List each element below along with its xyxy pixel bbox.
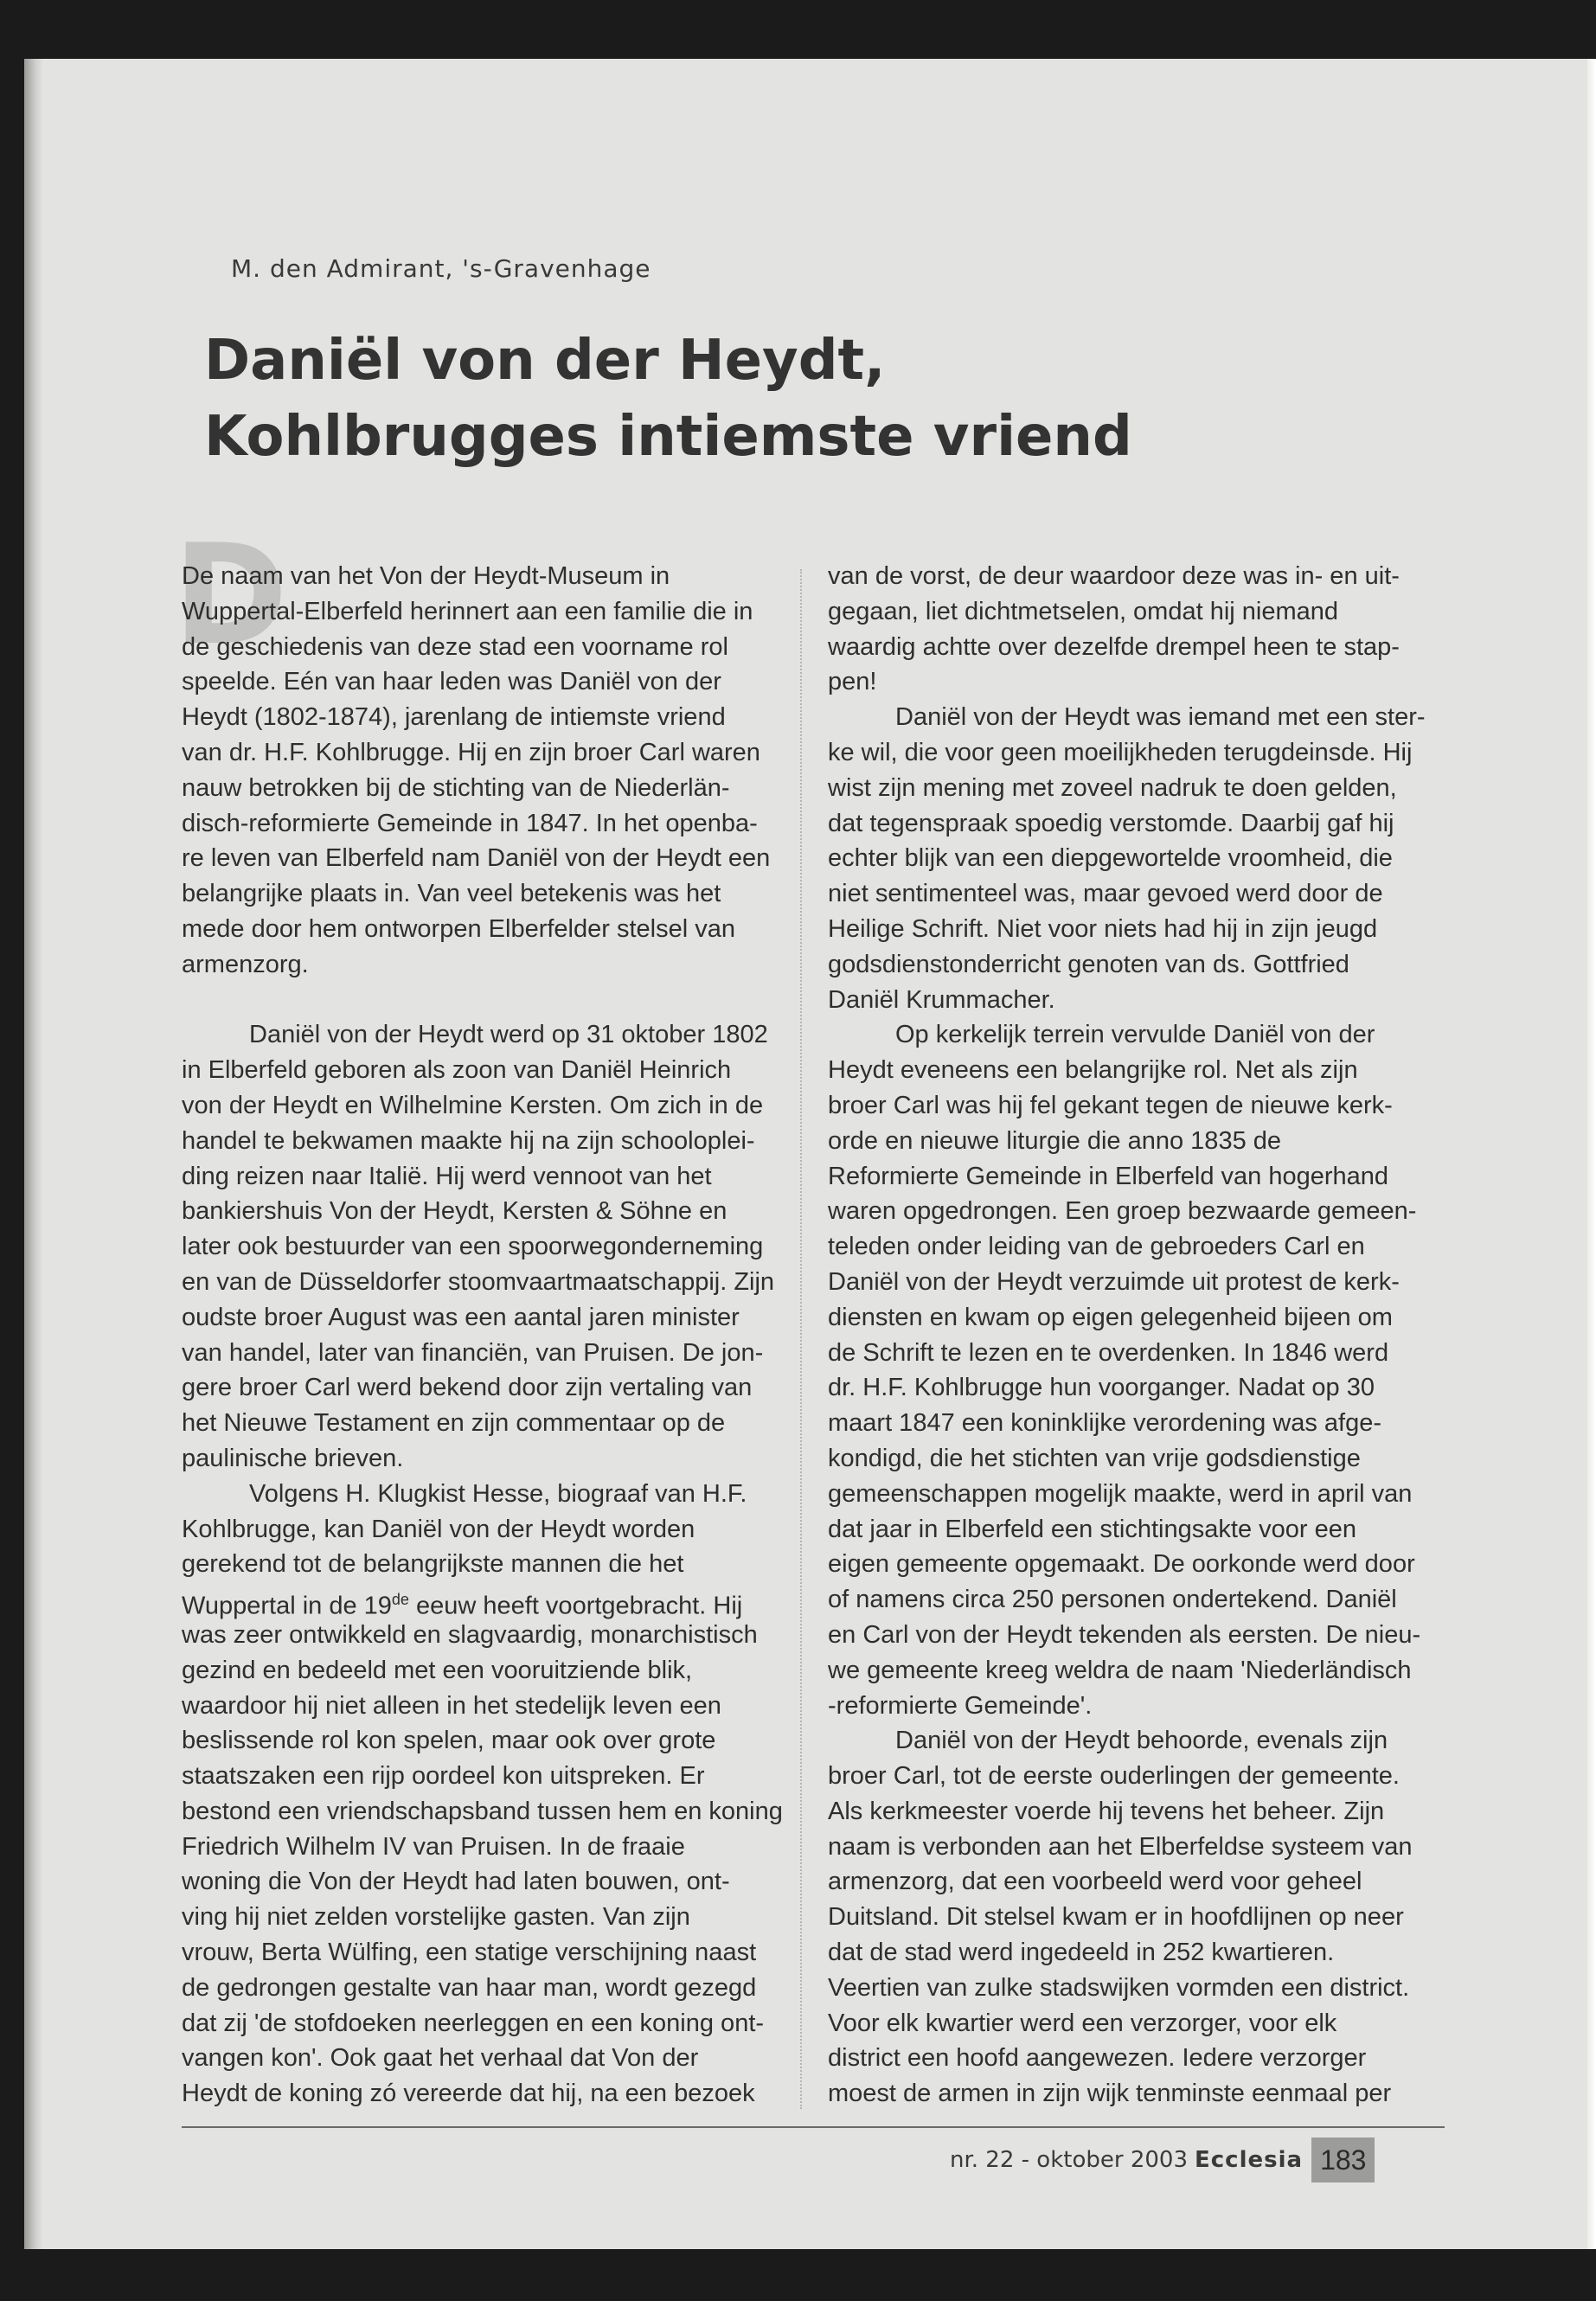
text-line: armenzorg, dat een voorbeeld werd voor geheel [828,1868,1362,1896]
text-line: de gedrongen gestalte van haar man, wordt gezegd [182,1973,757,2002]
issue-info: nr. 22 - oktober 2003 [950,2147,1188,2173]
article-title-line-2: Kohlbrugges intiemste vriend [204,405,1132,469]
text-line: Volgens H. Klugkist Hesse, biograaf van H.F. [249,1479,747,1508]
text-line: speelde. Eén van haar leden was Daniël von der [182,668,721,696]
text-line: Als kerkmeester voerde hij tevens het beheer. Zijn [828,1797,1385,1825]
text-line: moest de armen in zijn wijk tenminste eenmaal per [828,2080,1392,2108]
text-line: belangrijke plaats in. Van veel betekenis was het [182,880,721,908]
text-line: oudste broer August was een aantal jaren minister [182,1303,740,1331]
text-line: dat tegenspraak spoedig verstomde. Daarbij gaf hij [828,809,1394,837]
column-divider [800,569,802,2109]
footer-rule [182,2126,1445,2128]
text-line: Veertien van zulke stadswijken vormden een district. [828,1973,1410,2002]
text-line [182,983,779,1018]
text-line: von der Heydt en Wilhelmine Kersten. Om zich in de [182,1091,764,1119]
text-line: Wuppertal in de 19de eeuw heeft voortgebracht. Hij [182,1591,743,1620]
text-line: Daniël von der Heydt behoorde, evenals zijn [895,1727,1388,1755]
text-line: bestond een vriendschapsband tussen hem en koning [182,1797,783,1825]
text-line: Heilige Schrift. Niet voor niets had hij in zijn jeugd [828,914,1378,943]
text-line: godsdienstonderricht genoten van ds. Gottfried [828,950,1349,978]
text-line: van dr. H.F. Kohlbrugge. Hij en zijn broer Carl waren [182,738,760,766]
text-line: en van de Düsseldorfer stoomvaartmaatschappij. Zijn [182,1267,775,1296]
text-line: Heydt (1802-1874), jarenlang de intiemste vriend [182,703,726,732]
text-line: broer Carl, tot de eerste ouderlingen der gemeente. [828,1762,1400,1791]
text-line: handel te bekwamen maakte hij na zijn schooloplei- [182,1126,755,1155]
text-line: pen! [828,668,877,696]
text-line: armenzorg. [182,950,309,978]
text-line: diensten en kwam op eigen gelegenheid bijeen om [828,1303,1393,1331]
text-line: de geschiedenis van deze stad een voorname rol [182,632,728,661]
text-line: Voor elk kwartier werd een verzorger, voor elk [828,2009,1337,2037]
text-line: Daniël von der Heydt werd op 31 oktober 1802 [249,1021,768,1049]
text-line: nauw betrokken bij de stichting van de Niederlän- [182,773,730,802]
text-line: gemeenschappen mogelijk maakte, werd in april van [828,1479,1413,1508]
page-spine-shadow [24,59,43,2249]
text-line: gezind en bedeeld met een vooruitziende blik, [182,1656,693,1684]
article-title-line-1: Daniël von der Heydt, [204,329,886,393]
text-line: -reformierte Gemeinde'. [828,1691,1093,1720]
text-line: was zeer ontwikkeld en slagvaardig, monarchistisch [182,1620,758,1649]
article-title [204,323,1132,475]
text-line: Duitsland. Dit stelsel kwam er in hoofdlijnen op neer [828,1903,1404,1932]
text-line: teleden onder leiding van de gebroeders Carl en [828,1233,1365,1261]
magazine-name: Ecclesia [1195,2147,1304,2173]
text-line: eigen gemeente opgemaakt. De oorkonde werd door [828,1550,1415,1579]
page-footer [950,2138,1375,2182]
right-text-column [828,559,1433,2112]
text-line: maart 1847 een koninklijke verordening was afge- [828,1409,1381,1438]
text-line: ving hij niet zelden vorstelijke gasten. Van zijn [182,1903,690,1932]
text-line: vrouw, Berta Wülfing, een statige verschijning naast [182,1939,757,1967]
text-line: bankiershuis Von der Heydt, Kersten & Söhne en [182,1197,727,1226]
text-line: Daniël von der Heydt verzuimde uit protest de kerk- [828,1267,1400,1296]
text-line: van de vorst, de deur waardoor deze was in- en uit- [828,562,1400,590]
text-line: we gemeente kreeg weldra de naam 'Niederländisch [828,1656,1412,1684]
text-line: dat jaar in Elberfeld een stichtingsakte voor een [828,1515,1356,1543]
text-line: disch-reformierte Gemeinde in 1847. In het openba- [182,809,758,837]
text-line: dat de stad werd ingedeeld in 252 kwartieren. [828,1939,1335,1967]
text-line: echter blijk van een diepgewortelde vroomheid, die [828,844,1393,873]
text-line: woning die Von der Heydt had laten bouwen, ont- [182,1868,730,1896]
text-line: dat zij 'de stofdoeken neerleggen en een koning ont- [182,2009,765,2037]
text-line: re leven van Elberfeld nam Daniël von der Heydt een [182,844,771,873]
text-line: paulinische brieven. [182,1444,404,1472]
page-edge [1587,59,1596,2249]
text-line: later ook bestuurder van een spoorwegonderneming [182,1233,764,1261]
text-line: naam is verbonden aan het Elberfeldse systeem van [828,1832,1413,1861]
text-line: orde en nieuwe liturgie die anno 1835 de [828,1126,1282,1155]
text-line: vangen kon'. Ook gaat het verhaal dat Von der [182,2044,699,2073]
text-line: de Schrift te lezen en te overdenken. In 1846 werd [828,1338,1389,1367]
text-line: het Nieuwe Testament en zijn commentaar op de [182,1409,726,1438]
text-line: Friedrich Wilhelm IV van Pruisen. In de fraaie [182,1832,685,1861]
text-line: waren opgedrongen. Een groep bezwaarde gemeen- [828,1197,1417,1226]
text-line: ke wil, die voor geen moeilijkheden terugdeinsde. Hij [828,738,1413,766]
text-line: Kohlbrugge, kan Daniël von der Heydt worden [182,1515,695,1543]
text-line: en Carl von der Heydt tekenden als eersten. De nieu- [828,1620,1421,1649]
text-line: Op kerkelijk terrein vervulde Daniël von der [895,1021,1375,1049]
text-line: broer Carl was hij fel gekant tegen de nieuwe kerk- [828,1091,1393,1119]
text-line: Reformierte Gemeinde in Elberfeld van hogerhand [828,1162,1389,1190]
text-line: De naam van het Von der Heydt-Museum in [182,562,670,590]
text-line: in Elberfeld geboren als zoon van Daniël Heinrich [182,1056,732,1085]
text-line: Daniël von der Heydt was iemand met een ster- [895,703,1426,732]
text-line: mede door hem ontworpen Elberfelder stelsel van [182,914,735,943]
page-number: 183 [1311,2138,1375,2182]
text-line: wist zijn mening met zoveel nadruk te doen gelden, [828,773,1397,802]
text-line: district een hoofd aangewezen. Iedere verzorger [828,2044,1367,2073]
text-line: gegaan, liet dichtmetselen, omdat hij niemand [828,597,1339,625]
text-line: staatszaken een rijp oordeel kon uitspreken. Er [182,1762,705,1791]
text-line: gere broer Carl werd bekend door zijn vertaling van [182,1374,753,1402]
text-line: dr. H.F. Kohlbrugge hun voorganger. Nadat op 30 [828,1374,1375,1402]
text-line: beslissende rol kon spelen, maar ook over grote [182,1727,716,1755]
text-line: Heydt eveneens een belangrijke rol. Net als zijn [828,1056,1358,1085]
text-line: Daniël Krummacher. [828,985,1055,1014]
text-line: niet sentimenteel was, maar gevoed werd door de [828,880,1383,908]
drop-cap: D [173,514,288,676]
text-line: van handel, later van financiën, van Pruisen. De jon- [182,1338,764,1367]
text-line: kondigd, die het stichten van vrije godsdienstige [828,1444,1361,1472]
text-line: waardoor hij niet alleen in het stedelijk leven een [182,1691,721,1720]
text-line: waardig achtte over dezelfde drempel heen te stap- [828,632,1400,661]
magazine-page [24,59,1596,2249]
text-line: Heydt de koning zó vereerde dat hij, na een bezoek [182,2080,755,2108]
article-author: M. den Admirant, 's-Gravenhage [231,254,651,283]
text-line: Wuppertal-Elberfeld herinnert aan een familie die in [182,597,753,625]
text-line: gerekend tot de belangrijkste mannen die het [182,1550,684,1579]
text-line: of namens circa 250 personen ondertekend. Daniël [828,1586,1397,1614]
left-text-column [182,559,783,2112]
text-line: ding reizen naar Italië. Hij werd vennoot van het [182,1162,712,1190]
